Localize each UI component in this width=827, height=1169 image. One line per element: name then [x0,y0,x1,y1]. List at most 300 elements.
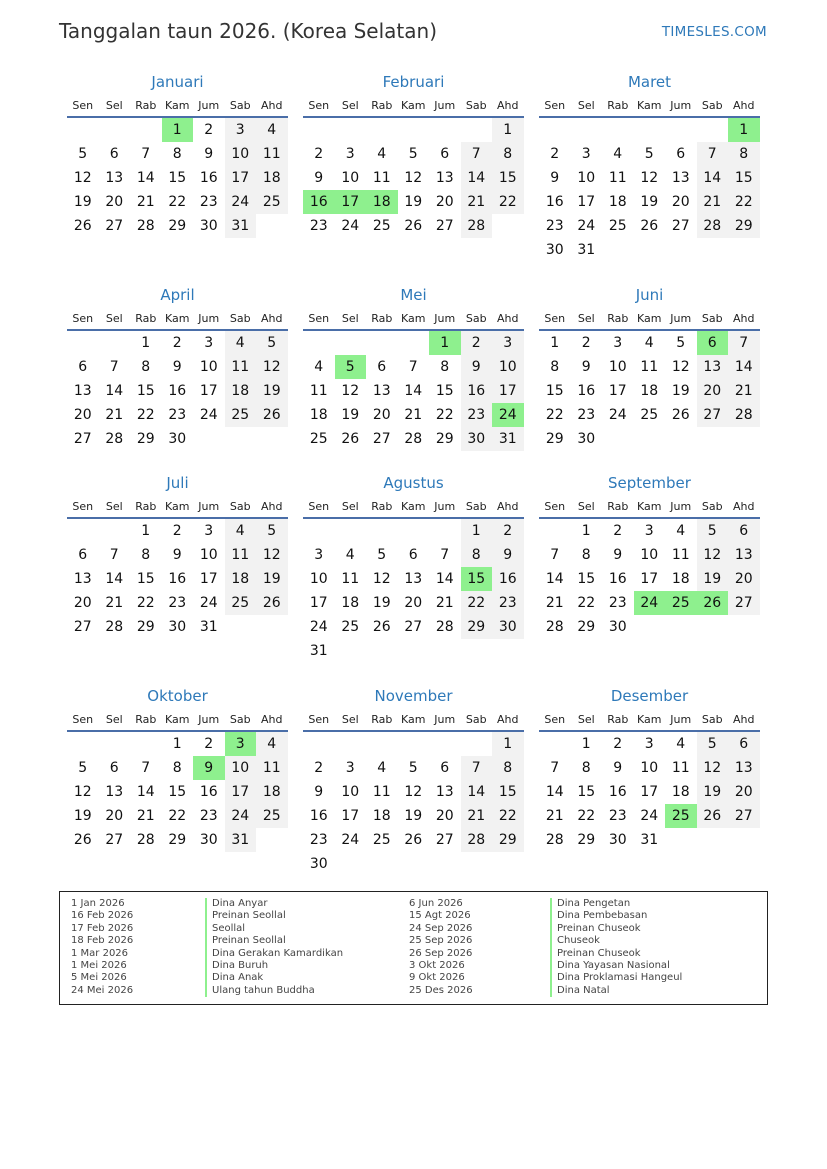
weekday-label: Kam [637,98,662,112]
day-cell: 21 [545,808,564,824]
day-cell: 31 [309,643,328,659]
weekday-label: Sen [308,311,330,325]
day-cell: 7 [550,760,560,776]
weekday-label: Sel [341,499,359,513]
month-5 [539,283,760,451]
day-cell: 10 [608,359,627,375]
weekday-label: Rab [371,98,393,112]
weekday-label: Sel [341,712,359,726]
day-cell: 12 [697,543,729,567]
day-grid [67,331,288,451]
weekday-header [539,94,760,118]
legend-holiday-name: Dina Pembebasan [550,910,682,922]
day-cell: 23 [608,595,627,611]
day-cell: 15 [168,784,187,800]
day-cell: 6 [440,146,450,162]
weekday-label: Sen [544,311,566,325]
day-cell: 25 [256,190,288,214]
day-cell: 16 [199,170,218,186]
day-cell: 27 [105,832,124,848]
weekday-label: Sab [229,712,251,726]
weekday-label: Ahd [733,499,755,513]
day-cell: 6 [440,760,450,776]
month-0 [67,70,288,238]
day-cell: 24 [341,832,360,848]
weekday-label: Kam [165,311,190,325]
day-cell: 21 [136,194,155,210]
day-cell: 6 [78,547,88,563]
weekday-label: Ahd [733,98,755,112]
weekday-label: Sab [229,98,251,112]
empty-cell [398,118,430,142]
day-cell: 29 [168,218,187,234]
day-cell: 22 [728,190,760,214]
day-cell: 2 [314,760,324,776]
day-cell: 11 [256,142,288,166]
month-8 [539,471,760,639]
weekday-label: Sel [105,98,123,112]
holiday-day-cell: 15 [461,567,493,591]
day-cell: 26 [640,218,659,234]
day-cell: 13 [105,170,124,186]
holiday-day-cell: 6 [697,331,729,355]
weekday-label: Sab [465,98,487,112]
month-2 [539,70,760,262]
day-cell: 21 [404,407,423,423]
day-cell: 14 [404,383,423,399]
day-cell: 30 [577,431,596,447]
day-cell: 4 [345,547,355,563]
empty-cell [571,118,603,142]
weekday-label: Jum [434,311,456,325]
day-cell: 14 [105,383,124,399]
day-cell: 27 [105,218,124,234]
weekday-header [303,307,524,331]
day-cell: 5 [78,146,88,162]
holiday-day-cell: 25 [665,591,697,615]
day-cell: 27 [73,619,92,635]
day-cell: 13 [435,170,454,186]
holiday-day-cell: 3 [225,732,257,756]
legend-holiday-name: Dina Pengetan [550,898,682,910]
day-cell: 25 [309,431,328,447]
day-cell: 8 [141,547,151,563]
day-cell: 12 [640,170,659,186]
day-cell: 18 [256,780,288,804]
day-cell: 27 [435,218,454,234]
weekday-label: Sel [105,499,123,513]
day-cell: 4 [377,146,387,162]
day-cell: 13 [73,383,92,399]
day-cell: 14 [461,780,493,804]
day-cell: 8 [550,359,560,375]
day-cell: 7 [141,760,151,776]
day-cell: 22 [136,595,155,611]
day-cell: 30 [608,619,627,635]
day-cell: 16 [545,194,564,210]
day-cell: 14 [545,571,564,587]
holiday-day-cell: 24 [634,591,666,615]
legend-date: 1 Mei 2026 [71,960,127,972]
day-cell: 8 [461,543,493,567]
day-cell: 30 [309,856,328,872]
day-cell: 23 [492,591,524,615]
weekday-label: Jum [198,712,220,726]
day-cell: 28 [697,214,729,238]
weekday-label: Jum [670,712,692,726]
day-cell: 23 [577,407,596,423]
day-cell: 20 [728,567,760,591]
day-cell: 4 [225,519,257,543]
day-cell: 8 [172,760,182,776]
weekday-label: Ahd [497,499,519,513]
day-cell: 5 [256,331,288,355]
weekday-label: Jum [198,499,220,513]
holiday-day-cell: 24 [492,403,524,427]
empty-cell [634,118,666,142]
day-cell: 30 [545,242,564,258]
day-cell: 16 [168,571,187,587]
weekday-label: Rab [607,98,629,112]
weekday-label: Rab [135,98,157,112]
day-cell: 18 [341,595,360,611]
day-cell: 5 [644,146,654,162]
day-cell: 15 [545,383,564,399]
day-cell: 3 [613,335,623,351]
day-cell: 14 [728,355,760,379]
day-cell: 26 [256,403,288,427]
day-cell: 30 [199,218,218,234]
weekday-label: Sen [308,499,330,513]
day-cell: 11 [640,359,659,375]
day-cell: 22 [577,595,596,611]
legend-holiday-name: Preinan Seollal [205,910,343,922]
month-9 [67,684,288,852]
month-name: Maret [627,73,672,91]
day-cell: 8 [440,359,450,375]
day-cell: 5 [676,335,686,351]
month-name: Desember [610,687,689,705]
legend-holiday-name: Dina Anak [205,972,343,984]
weekday-label: Sen [72,712,94,726]
day-cell: 25 [341,619,360,635]
day-cell: 9 [613,547,623,563]
weekday-label: Sel [105,311,123,325]
day-cell: 28 [545,832,564,848]
day-cell: 10 [640,760,659,776]
day-cell: 13 [372,383,391,399]
day-cell: 18 [256,166,288,190]
day-cell: 8 [728,142,760,166]
day-cell: 24 [341,218,360,234]
day-cell: 21 [105,407,124,423]
day-cell: 18 [309,407,328,423]
day-cell: 17 [341,808,360,824]
day-cell: 21 [435,595,454,611]
day-cell: 25 [256,804,288,828]
day-cell: 9 [204,146,214,162]
day-cell: 17 [199,571,218,587]
day-cell: 29 [577,619,596,635]
day-cell: 9 [314,784,324,800]
empty-cell [130,732,162,756]
day-cell: 26 [256,591,288,615]
day-cell: 26 [404,832,423,848]
day-cell: 3 [314,547,324,563]
day-cell: 9 [550,170,560,186]
day-cell: 19 [640,194,659,210]
day-cell: 24 [577,218,596,234]
legend-names-right [550,898,682,997]
day-cell: 18 [608,194,627,210]
month-6 [67,471,288,639]
day-cell: 23 [309,218,328,234]
day-grid [67,732,288,852]
brand-link[interactable]: TIMESLES.COM [661,24,767,40]
legend-date: 16 Feb 2026 [71,910,134,922]
weekday-label: Kam [637,499,662,513]
day-cell: 19 [697,567,729,591]
day-cell: 30 [492,615,524,639]
day-cell: 20 [73,595,92,611]
day-cell: 29 [168,832,187,848]
empty-cell [67,519,99,543]
day-cell: 6 [109,760,119,776]
day-cell: 14 [697,166,729,190]
day-cell: 11 [671,547,690,563]
month-name: September [608,474,691,492]
day-cell: 18 [372,808,391,824]
day-grid [539,331,760,451]
holiday-day-cell: 18 [366,190,398,214]
day-cell: 17 [640,784,659,800]
day-cell: 10 [577,170,596,186]
day-cell: 19 [697,780,729,804]
day-cell: 28 [545,619,564,635]
legend-date: 9 Okt 2026 [409,972,465,984]
weekday-label: Kam [401,712,426,726]
day-cell: 25 [372,832,391,848]
day-cell: 10 [341,784,360,800]
weekday-label: Sab [701,712,723,726]
day-cell: 23 [608,808,627,824]
day-cell: 1 [172,736,182,752]
day-cell: 17 [225,166,257,190]
weekday-label: Sab [701,499,723,513]
day-cell: 16 [608,571,627,587]
weekday-label: Kam [165,98,190,112]
weekday-header [67,94,288,118]
day-cell: 15 [577,571,596,587]
day-cell: 31 [225,214,257,238]
day-cell: 8 [172,146,182,162]
day-cell: 22 [461,591,493,615]
day-cell: 23 [545,218,564,234]
weekday-header [539,307,760,331]
day-cell: 8 [581,760,591,776]
day-cell: 16 [199,784,218,800]
weekday-label: Kam [637,712,662,726]
day-cell: 23 [199,194,218,210]
day-cell: 23 [168,595,187,611]
day-cell: 26 [697,804,729,828]
day-cell: 5 [408,146,418,162]
empty-cell [398,732,430,756]
legend-holiday-name: Dina Anyar [205,898,343,910]
day-cell: 16 [309,808,328,824]
legend-holiday-name: Dina Buruh [205,960,343,972]
day-cell: 2 [204,122,214,138]
day-cell: 24 [199,407,218,423]
day-cell: 24 [608,407,627,423]
day-cell: 4 [613,146,623,162]
day-cell: 5 [697,732,729,756]
day-cell: 2 [204,736,214,752]
day-cell: 3 [225,118,257,142]
weekday-label: Ahd [261,499,283,513]
day-cell: 6 [728,519,760,543]
weekday-label: Kam [637,311,662,325]
month-3 [67,283,288,451]
day-cell: 16 [168,383,187,399]
day-cell: 9 [461,355,493,379]
legend-dates-right [409,898,473,997]
day-cell: 10 [492,355,524,379]
weekday-label: Rab [135,311,157,325]
weekday-header [539,708,760,732]
legend-names-left [205,898,343,997]
holiday-day-cell: 9 [193,756,225,780]
weekday-label: Kam [165,499,190,513]
day-cell: 28 [728,403,760,427]
weekday-label: Sel [341,98,359,112]
day-cell: 19 [73,194,92,210]
empty-cell [366,519,398,543]
day-cell: 17 [640,571,659,587]
day-cell: 20 [671,194,690,210]
day-cell: 19 [372,595,391,611]
holiday-day-cell: 17 [335,190,367,214]
day-cell: 1 [461,519,493,543]
day-cell: 4 [314,359,324,375]
holiday-day-cell: 1 [162,118,194,142]
day-cell: 14 [136,784,155,800]
day-cell: 21 [461,190,493,214]
day-cell: 7 [408,359,418,375]
day-cell: 27 [671,218,690,234]
empty-cell [303,331,335,355]
weekday-label: Sen [544,98,566,112]
weekday-label: Jum [670,499,692,513]
empty-cell [539,732,571,756]
day-cell: 27 [404,619,423,635]
weekday-header [303,94,524,118]
day-cell: 3 [204,523,214,539]
day-cell: 23 [168,407,187,423]
day-cell: 11 [309,383,328,399]
empty-cell [429,732,461,756]
day-cell: 26 [73,832,92,848]
day-cell: 25 [225,403,257,427]
day-cell: 15 [435,383,454,399]
day-cell: 2 [613,523,623,539]
day-cell: 26 [73,218,92,234]
weekday-header [67,708,288,732]
day-cell: 7 [440,547,450,563]
day-cell: 19 [671,383,690,399]
day-cell: 28 [136,218,155,234]
day-cell: 30 [199,832,218,848]
weekday-label: Sel [577,311,595,325]
day-cell: 3 [204,335,214,351]
day-cell: 6 [408,547,418,563]
day-cell: 13 [435,784,454,800]
empty-cell [366,118,398,142]
day-cell: 3 [492,331,524,355]
weekday-label: Sen [72,98,94,112]
day-cell: 17 [225,780,257,804]
day-cell: 16 [577,383,596,399]
month-name: Oktober [147,687,208,705]
day-grid [303,331,524,451]
day-cell: 8 [581,547,591,563]
day-cell: 17 [309,595,328,611]
day-cell: 22 [492,190,524,214]
day-cell: 19 [404,194,423,210]
empty-cell [99,118,131,142]
empty-cell [461,118,493,142]
legend-holiday-name: Preinan Chuseok [550,923,682,935]
weekday-label: Rab [607,712,629,726]
empty-cell [366,331,398,355]
day-cell: 25 [225,591,257,615]
day-cell: 11 [372,784,391,800]
day-cell: 27 [435,832,454,848]
empty-cell [99,331,131,355]
day-cell: 22 [545,407,564,423]
day-cell: 18 [671,784,690,800]
day-cell: 9 [492,543,524,567]
weekday-label: Jum [434,499,456,513]
day-cell: 4 [644,335,654,351]
month-11 [539,684,760,852]
day-cell: 15 [136,383,155,399]
weekday-label: Sel [577,499,595,513]
weekday-label: Jum [670,311,692,325]
weekday-label: Sel [341,311,359,325]
weekday-label: Ahd [733,712,755,726]
legend-holiday-name: Seollal [205,923,343,935]
day-cell: 13 [73,571,92,587]
day-cell: 17 [608,383,627,399]
day-grid [539,732,760,852]
day-cell: 20 [697,379,729,403]
empty-cell [67,118,99,142]
day-cell: 31 [492,427,524,451]
day-cell: 3 [644,523,654,539]
day-cell: 25 [640,407,659,423]
weekday-label: Sab [229,311,251,325]
day-cell: 18 [225,567,257,591]
weekday-header [303,495,524,519]
day-cell: 21 [461,804,493,828]
legend-date: 15 Agt 2026 [409,910,471,922]
weekday-label: Kam [401,311,426,325]
legend-date: 1 Mar 2026 [71,947,129,959]
weekday-label: Sab [465,499,487,513]
day-cell: 14 [545,784,564,800]
day-cell: 30 [168,619,187,635]
